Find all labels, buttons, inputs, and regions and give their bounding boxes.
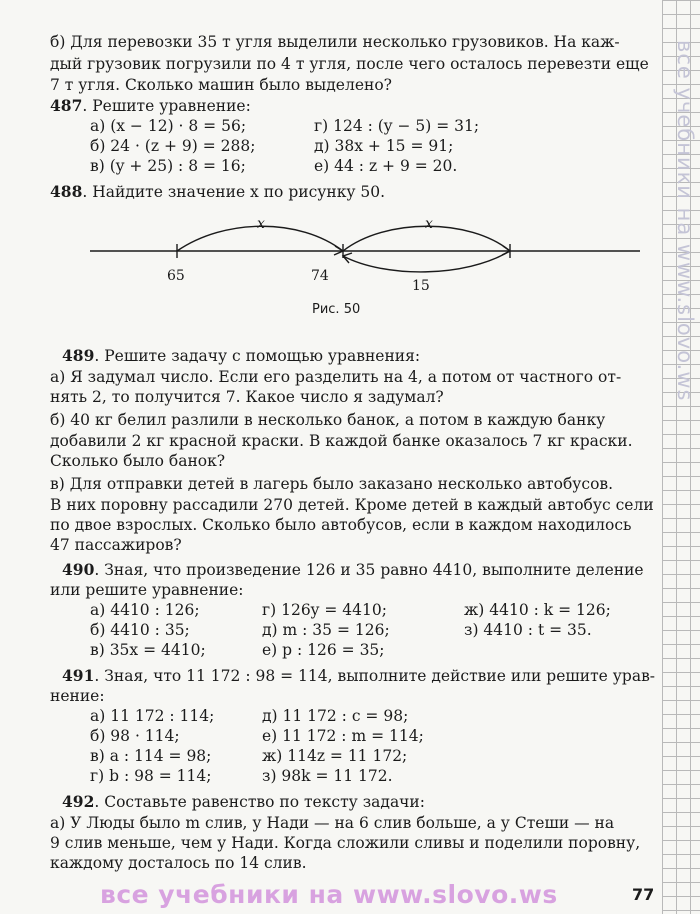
task-492a-line-3: каждому досталось по 14 слив. <box>50 854 307 872</box>
eq-491-a: а) 11 172 : 114; <box>90 707 215 725</box>
eq-491-d: д) 11 172 : c = 98; <box>262 707 409 725</box>
eq-490-g: г) 126y = 4410; <box>262 601 387 619</box>
problem-number: 492 <box>62 792 95 811</box>
task-492a-line-1: а) У Люды было m слив, у Нади — на 6 слив больше, а у Стеши — на <box>50 814 615 832</box>
eq-491-e: е) 11 172 : m = 114; <box>262 727 424 745</box>
problem-title: . Зная, что произведение 126 и 35 равно 4410, выполните деление <box>94 561 644 579</box>
eq-490-z: з) 4410 : t = 35. <box>464 621 592 639</box>
side-watermark: все учебники на www.slovo.ws <box>673 40 697 402</box>
problem-492-heading <box>62 792 425 812</box>
problem-number: 489 <box>62 346 95 365</box>
problem-491-heading-2: нение: <box>50 687 105 705</box>
eq-491-b: б) 98 · 114; <box>90 727 180 745</box>
eq-487-a: а) (x − 12) · 8 = 56; <box>90 117 247 135</box>
task-489c-line-4: 47 пассажиров? <box>50 536 182 554</box>
task-b-line-1: б) Для перевозки 35 т угля выделили несколько грузовиков. На каж- <box>50 33 620 51</box>
problem-title: . Составьте равенство по тексту задачи: <box>94 793 425 811</box>
eq-490-d: д) m : 35 = 126; <box>262 621 390 639</box>
number-line-diagram <box>85 208 645 318</box>
eq-491-zh: ж) 114z = 11 172; <box>262 747 408 765</box>
problem-490-heading-2: или решите уравнение: <box>50 581 244 599</box>
task-492a-line-2: 9 слив меньше, чем у Нади. Когда сложили сливы и поделили поровну, <box>50 834 641 852</box>
problem-491-heading <box>62 666 655 686</box>
task-489a-line-2: нять 2, то получится 7. Какое число я задумал? <box>50 388 444 406</box>
page-number: 77 <box>632 885 655 904</box>
problem-number: 487 <box>50 96 83 115</box>
eq-490-v: в) 35x = 4410; <box>90 641 206 659</box>
figure-caption: Рис. 50 <box>312 302 361 317</box>
eq-490-zh: ж) 4410 : k = 126; <box>464 601 611 619</box>
task-b-line-3: 7 т угля. Сколько машин было выделено? <box>50 76 392 94</box>
problem-490-heading <box>62 560 644 580</box>
problem-number: 491 <box>62 666 95 685</box>
task-b-line-2: дый грузовик погрузили по 4 т угля, после чего осталось перевезти еще <box>50 55 649 73</box>
problem-title: . Решите уравнение: <box>82 97 251 115</box>
task-489b-line-3: Сколько было банок? <box>50 452 226 470</box>
problem-489-heading <box>62 346 420 366</box>
arc-15 <box>343 251 510 272</box>
eq-491-g: г) b : 98 = 114; <box>90 767 212 785</box>
eq-487-g: г) 124 : (y − 5) = 31; <box>314 117 480 135</box>
problem-number: 490 <box>62 560 95 579</box>
eq-487-e: е) 44 : z + 9 = 20. <box>314 157 458 175</box>
eq-491-v: в) a : 114 = 98; <box>90 747 212 765</box>
problem-487-heading <box>50 96 251 116</box>
problem-title: . Найдите значение x по рисунку 50. <box>82 183 386 201</box>
eq-487-d: д) 38x + 15 = 91; <box>314 137 454 155</box>
eq-487-v: в) (y + 25) : 8 = 16; <box>90 157 246 175</box>
problem-title: . Зная, что 11 172 : 98 = 114, выполните действие или решите урав- <box>94 667 656 685</box>
label-74: 74 <box>311 268 329 284</box>
task-489c-line-1: в) Для отправки детей в лагерь было заказано несколько автобусов. <box>50 475 614 493</box>
label-65: 65 <box>167 268 185 284</box>
eq-491-z: з) 98k = 11 172. <box>262 767 393 785</box>
eq-490-b: б) 4410 : 35; <box>90 621 190 639</box>
label-15: 15 <box>412 278 430 294</box>
problem-number: 488 <box>50 182 83 201</box>
figure-50 <box>85 208 645 318</box>
eq-490-e: е) p : 126 = 35; <box>262 641 385 659</box>
label-x-1: x <box>257 216 265 232</box>
label-x-2: x <box>425 216 433 232</box>
task-489c-line-2: В них поровну рассадили 270 детей. Кроме детей в каждый автобус сели <box>50 496 654 514</box>
task-489a-line-1: а) Я задумал число. Если его разделить на 4, а потом от частного от- <box>50 368 622 386</box>
eq-487-b: б) 24 · (z + 9) = 288; <box>90 137 256 155</box>
bottom-watermark: все учебники на www.slovo.ws <box>100 880 558 909</box>
problem-title: . Решите задачу с помощью уравнения: <box>94 347 421 365</box>
task-489b-line-2: добавили 2 кг красной краски. В каждой банке оказалось 7 кг краски. <box>50 432 633 450</box>
task-489b-line-1: б) 40 кг белил разлили в несколько банок, а потом в каждую банку <box>50 411 606 429</box>
problem-488-heading <box>50 182 385 202</box>
eq-490-a: а) 4410 : 126; <box>90 601 200 619</box>
task-489c-line-3: по двое взрослых. Сколько было автобусов, если в каждом находилось <box>50 516 632 534</box>
